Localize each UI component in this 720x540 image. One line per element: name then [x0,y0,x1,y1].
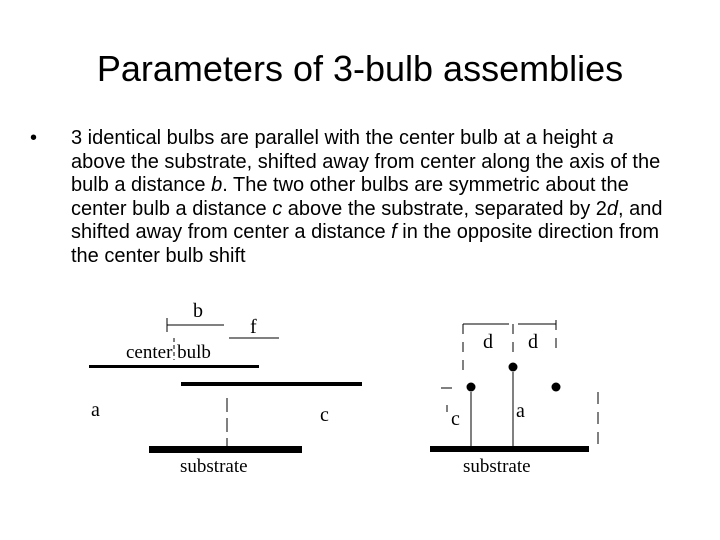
center-bulb-end [509,363,518,372]
bullet-fragment: , and shifted away from center a distance [71,197,663,243]
bullet-fragment: above the substrate, shifted away from center along the axis of the bulb a distance [71,150,661,196]
side-view [89,300,362,477]
bullet-variable: b [211,174,223,196]
bullet-variable: a [602,127,614,149]
end-view [430,320,598,477]
label-center-bulb: center bulb [126,342,211,363]
label-b: b [193,300,203,322]
left-bulb-end [467,383,476,392]
bullet-variable: d [606,197,619,220]
label-substrate-end: substrate [463,456,531,477]
bullet-variable: c [272,197,283,220]
bullet-fragment: 3 identical bulbs are parallel with the center bulb at a height [71,127,603,149]
label-a-side: a [91,399,100,421]
substrate-side [149,446,302,453]
label-c-side: c [320,404,329,426]
slide-title: Parameters of 3-bulb assemblies [96,48,624,89]
label-a-end: a [516,400,525,422]
label-substrate-side: substrate [180,456,248,477]
bullet-marker: • [30,127,38,149]
bullet-fragment: in the opposite direction from the center bulb shift [71,221,660,267]
outer-bulbs-side [181,382,362,386]
label-d-right: d [528,331,538,353]
substrate-end [430,446,589,452]
right-bulb-end [552,383,561,392]
label-d-left: d [483,331,493,353]
center-bulb-side [89,365,259,368]
bullet-fragment: above the substrate, separated by 2 [282,197,607,220]
label-f: f [250,316,257,338]
label-c-end: c [451,408,460,430]
bullet-variable: f [391,221,397,243]
bullet-fragment: . The two other bulbs are symmetric about the center bulb a distance [71,174,629,220]
